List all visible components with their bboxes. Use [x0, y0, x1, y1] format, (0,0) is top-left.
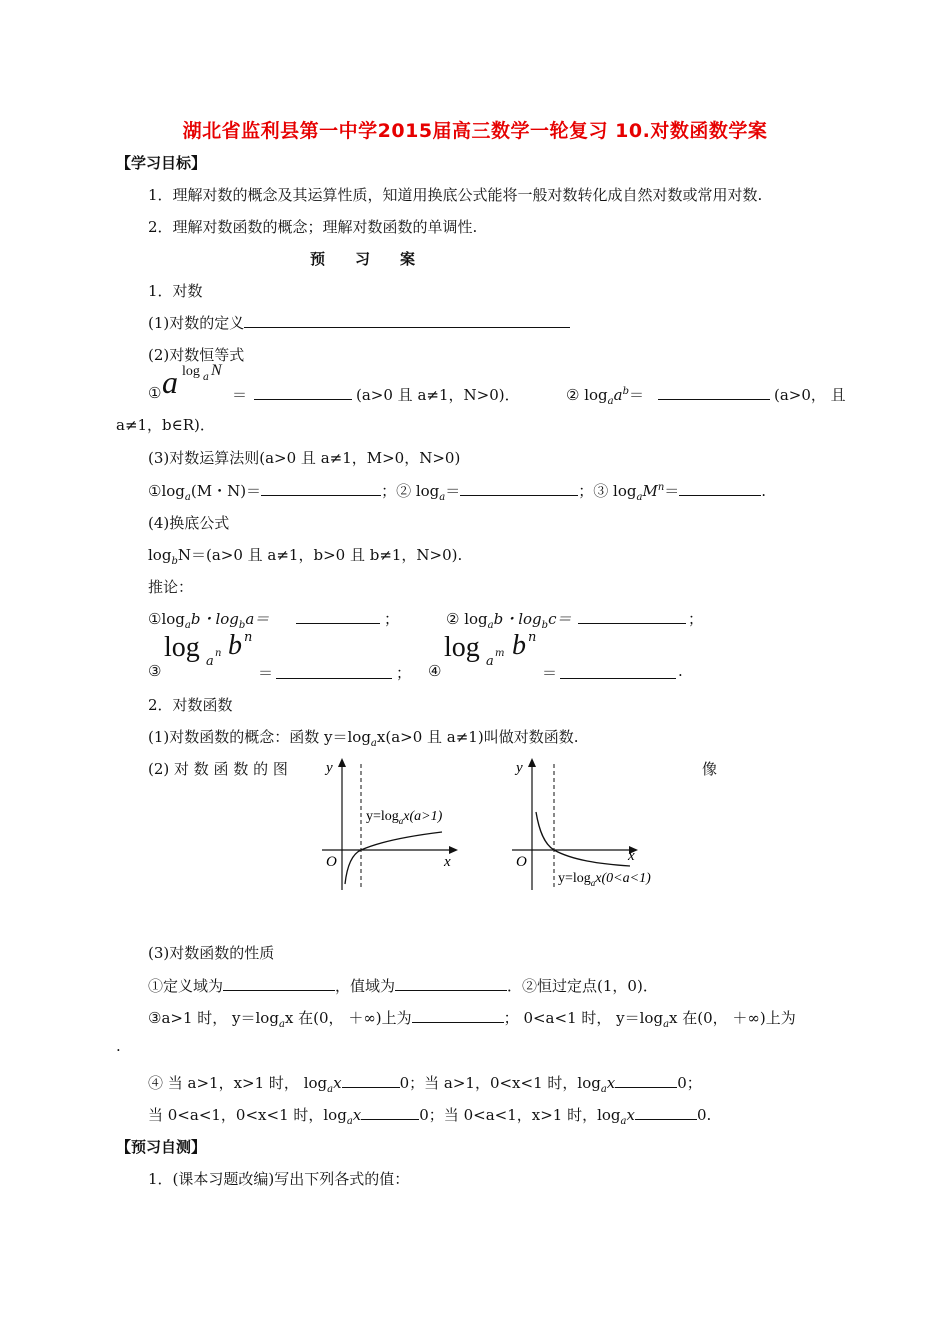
property-line-5: [148, 1104, 711, 1127]
cor-3-subsup: n: [215, 648, 222, 659]
graph1-label-sub: a: [398, 816, 404, 826]
cor-2-end: c＝: [548, 610, 572, 628]
prop-4-sub: a: [327, 1084, 334, 1095]
cor-3-big-log: log: [164, 632, 200, 663]
preview-heading: 预 习 案: [310, 250, 416, 268]
graph2-y-label: y: [516, 760, 523, 776]
cor-2-mid: b・log: [493, 610, 542, 628]
properties-heading: (3)对数函数的性质: [148, 944, 275, 962]
graph2-function-label: [558, 871, 651, 888]
cor-2-log: ② log: [446, 610, 488, 628]
definition-label: (1)对数的定义: [148, 314, 245, 332]
graph1-function-label: [366, 809, 443, 826]
section-heading-goals: 【学习目标】: [116, 154, 207, 172]
rule-3-eq: ＝: [664, 482, 680, 500]
prop-5-pre: 当 0<a<1，0<x<1 时，log: [148, 1106, 347, 1124]
circle-1: ①: [148, 384, 162, 402]
identity-blank-2: [658, 385, 770, 400]
monotonic-blank-1: [412, 1008, 504, 1023]
graph1-curve: [345, 832, 442, 884]
definition-line: [148, 312, 570, 333]
cor-4-subsup: m: [495, 648, 505, 659]
rule-3-blank: [679, 481, 761, 496]
cor-4-big-log: log: [444, 632, 480, 663]
prop-fixed-point: ．②恒过定点(1，0)．: [507, 977, 658, 995]
change-base-sub: b: [171, 556, 178, 567]
rule-1-blank: [261, 481, 381, 496]
graph2-label-pre: y=log: [558, 871, 591, 886]
prop-domain-label: ①定义域为: [148, 977, 224, 995]
property-line-1: [148, 975, 658, 996]
identity-2-base: a: [613, 386, 623, 404]
sign-blank-4: [635, 1105, 697, 1120]
graph2-label-sub: a: [590, 878, 596, 888]
rule-1-log: ①log: [148, 482, 185, 500]
definition-blank: [244, 313, 570, 328]
corollary-blank-4: [560, 664, 676, 679]
change-base-log: log: [148, 546, 172, 564]
rule-2-blank: [460, 481, 578, 496]
rule-1-sub: a: [184, 492, 191, 503]
identity-2: [566, 384, 644, 407]
graph-log-decreasing: [504, 756, 694, 892]
section-logarithm: 1．对数: [148, 282, 203, 300]
sign-blank-1: [342, 1073, 400, 1088]
identity-2-sub: a: [607, 396, 614, 407]
cor-1-end: a＝: [245, 610, 270, 628]
cor-4-eq: ＝: [542, 664, 558, 682]
cor-4-b: b: [512, 630, 526, 661]
graph1-y-label: y: [326, 760, 333, 776]
rule-3-sup: n: [657, 482, 665, 493]
sign-blank-2: [615, 1073, 677, 1088]
cor-3-b: b: [228, 630, 242, 661]
identity-condition-2-cont: a≠1，b∈R)．: [116, 416, 215, 434]
cor-4-bsup: n: [528, 630, 537, 645]
prop-3-mid: x 在(0， ＋∞)上为: [284, 1009, 412, 1027]
identity-base-a: a: [162, 364, 178, 400]
range-blank: [395, 976, 507, 991]
rule-2-eq: ＝: [445, 482, 461, 500]
graph2-label-post: x(0<a<1): [595, 871, 651, 886]
cor-3-eq: ＝: [258, 664, 274, 682]
identity-line: [148, 362, 868, 407]
rule-3-sub: a: [636, 492, 643, 503]
prop-5-sub2: a: [620, 1116, 627, 1127]
identity-condition-2: (a>0， 且: [774, 386, 846, 404]
cor-2-sub: a: [487, 620, 494, 631]
prop-3-mid2: ； 0<a<1 时， y＝log: [503, 1009, 664, 1027]
cor-1-log: ①log: [148, 610, 185, 628]
cor-1-sub2: b: [238, 620, 246, 631]
graph2-x-label: x: [628, 848, 635, 864]
graph1-label-post: x(a>1): [403, 809, 443, 824]
prop-3-sub2: a: [663, 1019, 670, 1030]
change-base-formula: [148, 544, 462, 567]
identity-blank-1: [254, 385, 352, 400]
corollary-blank-1: [296, 609, 380, 624]
corollary-sep-3: ；: [396, 664, 412, 682]
rule-1-arg: (M・N)＝: [190, 482, 262, 500]
rule-sep-2: ；: [578, 482, 594, 500]
change-base-rest: N＝(a>0 且 a≠1，b>0 且 b≠1，N>0).: [177, 546, 463, 564]
graph1-y-arrow: [338, 758, 346, 767]
graph-heading-left: (2) 对 数 函 数 的 图: [148, 760, 288, 778]
graph1-x-arrow: [449, 846, 458, 854]
selftest-item-1: 1．(课本习题改编)写出下列各式的值：: [148, 1170, 410, 1188]
identity-2-eq: ＝: [628, 386, 644, 404]
rules-heading: (3)对数运算法则(a>0 且 a≠1，M>0，N>0): [148, 449, 461, 467]
graph2-curve: [536, 812, 630, 866]
graph-log-increasing: [314, 756, 464, 892]
cor-3-sub: a: [206, 654, 214, 669]
graph1-label-pre: y=log: [366, 809, 399, 824]
prop-3-end: x 在(0， ＋∞)上为: [669, 1009, 796, 1027]
cor-2-sub2: b: [541, 620, 549, 631]
identity-2-sup: b: [622, 386, 629, 397]
prop-5-x2: x: [626, 1106, 635, 1124]
graph1-origin-label: O: [326, 854, 337, 870]
identity-exp-sub: a: [203, 372, 209, 383]
circle-3: ③: [148, 662, 162, 680]
prop-4-end: 0；: [677, 1074, 702, 1092]
log-function-concept: [148, 726, 578, 749]
concept-rest: x(a>0 且 a≠1)叫做对数函数.: [376, 728, 579, 746]
section-log-function: 2．对数函数: [148, 696, 233, 714]
corollary-blank-3: [276, 664, 392, 679]
identity-exp-log: log: [182, 364, 200, 379]
prop-4-mid: 0；当 a>1，0<x<1 时，log: [399, 1074, 601, 1092]
rule-3-log: ③ log: [593, 482, 637, 500]
corollary-line-2: [148, 628, 868, 680]
corollary-sep-1: ；: [384, 610, 400, 628]
cor-1-mid: b・log: [190, 610, 239, 628]
identity-heading: (2)对数恒等式: [148, 346, 245, 364]
prop-3-sub: a: [278, 1019, 285, 1030]
prop-4-sub2: a: [600, 1084, 607, 1095]
rule-end: .: [761, 482, 767, 500]
corollary-end: .: [678, 662, 683, 680]
rule-3-arg: M: [642, 482, 658, 500]
change-base-heading: (4)换底公式: [148, 514, 230, 532]
prop-5-mid: 0；当 0<a<1，x>1 时，log: [419, 1106, 621, 1124]
prop-5-x: x: [352, 1106, 362, 1124]
concept-sub: a: [370, 738, 377, 749]
prop-4-pre: ④ 当 a>1，x>1 时， log: [148, 1074, 328, 1092]
circle-4: ④: [428, 662, 442, 680]
prop-4-x: x: [333, 1074, 342, 1092]
cor-4-sub: a: [486, 654, 494, 669]
domain-blank: [223, 976, 335, 991]
prop-4-x2: x: [606, 1074, 616, 1092]
goal-item-1: 1．理解对数的概念及其运算性质，知道用换底公式能将一般对数转化成自然对数或常用对数.: [148, 186, 763, 204]
corollary-line-1: [148, 608, 868, 631]
goal-item-2: 2．理解对数函数的概念；理解对数函数的单调性.: [148, 218, 478, 236]
corollary-label: 推论：: [148, 578, 194, 596]
identity-2-log: ② log: [566, 386, 608, 404]
prop-5-end: 0.: [696, 1106, 712, 1124]
concept-pre: (1)对数函数的概念：函数 y＝log: [148, 728, 371, 746]
section-heading-selftest: 【预习自测】: [116, 1138, 207, 1156]
prop-3-pre: ③a>1 时， y＝log: [148, 1009, 279, 1027]
identity-eq-1: ＝: [232, 386, 248, 404]
identity-condition-1: (a>0 且 a≠1，N>0)．: [356, 386, 520, 404]
prop-5-sub: a: [346, 1116, 353, 1127]
property-3-dot: .: [116, 1037, 121, 1055]
corollary-sep-2: ；: [688, 610, 704, 628]
rule-2-sub: a: [439, 492, 446, 503]
rule-sep-1: ；: [381, 482, 397, 500]
sign-blank-3: [361, 1105, 419, 1120]
graph2-origin-label: O: [516, 854, 527, 870]
corollary-blank-2: [578, 609, 686, 624]
graph1-x-label: x: [444, 854, 451, 870]
cor-3-bsup: n: [244, 630, 253, 645]
graph-heading-right: 像: [702, 760, 718, 778]
prop-range-label: ，值域为: [335, 977, 396, 995]
document-title: 湖北省监利县第一中学2015届高三数学一轮复习 10.对数函数学案: [182, 120, 768, 142]
property-line-3: [148, 1007, 796, 1030]
graph2-y-arrow: [528, 758, 536, 767]
rules-line: [148, 480, 766, 503]
property-line-4: [148, 1072, 702, 1095]
identity-exp-n: N: [211, 362, 222, 379]
rule-2-log: ② log: [396, 482, 440, 500]
cor-1-sub: a: [184, 620, 191, 631]
